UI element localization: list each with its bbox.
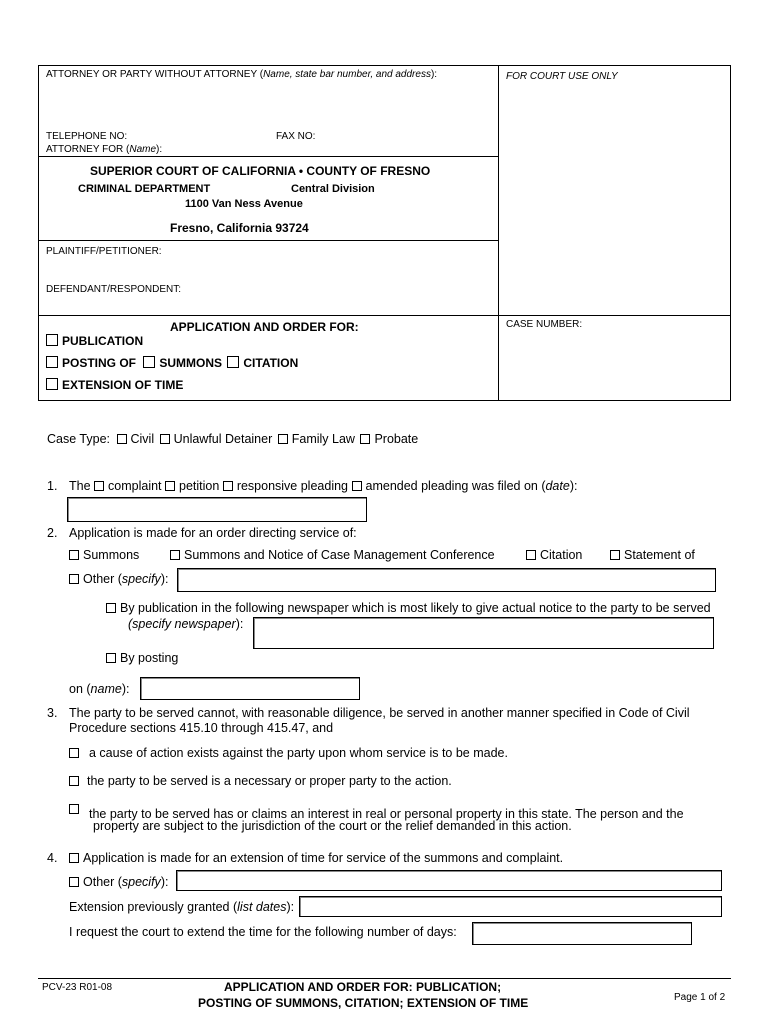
summons-notice-option[interactable]: Summons and Notice of Case Management Conference [170,548,495,562]
extension-option[interactable]: EXTENSION OF TIME [46,378,183,392]
svc-other-checkbox[interactable] [69,574,79,584]
item3-line1: The party to be served cannot, with reasonable diligence, be served in another manner specified in Code of Civil [69,706,690,720]
application-title: APPLICATION AND ORDER FOR: [170,320,359,334]
family-law-checkbox[interactable] [278,434,288,444]
on-name-label: on (name): [69,682,130,696]
court-name: SUPERIOR COURT OF CALIFORNIA • COUNTY OF FRESNO [90,164,431,178]
extension-checkbox[interactable] [46,378,58,390]
summons-option[interactable]: Summons [69,548,139,562]
telephone-label: TELEPHONE NO: [46,131,128,142]
court-use-only: FOR COURT USE ONLY [506,71,618,82]
division: Central Division [291,183,375,195]
item3-option-c-line2: property are subject to the jurisdiction of the court or the relief demanded in this action. [93,819,572,833]
item1-num: 1. [47,479,58,493]
item4-checkbox[interactable] [69,853,79,863]
header-border-left [38,65,39,401]
by-posting-checkbox[interactable] [106,653,116,663]
posting-option[interactable]: POSTING OF SUMMONS CITATION [46,356,298,370]
case-type-label: Case Type: [47,432,111,446]
citation-option[interactable]: Citation [526,548,582,562]
svc-summons-notice-checkbox[interactable] [170,550,180,560]
case-type-row: Case Type: Civil Unlawful Detainer Family Law Probate [47,432,419,446]
footer-rule [38,978,731,979]
unlawful-detainer-checkbox[interactable] [160,434,170,444]
responsive-pleading-checkbox[interactable] [223,481,233,491]
item3-b-checkbox[interactable] [69,776,79,786]
attorney-label: ATTORNEY OR PARTY WITHOUT ATTORNEY (Name, state bar number, and address): [46,69,438,80]
amended-pleading-checkbox[interactable] [352,481,362,491]
footer-title-line2: POSTING OF SUMMONS, CITATION; EXTENSION OF TIME [198,996,529,1010]
fax-label: FAX NO: [276,131,316,142]
item3-c-checkbox[interactable] [69,804,79,814]
posting-name-field[interactable] [140,677,360,700]
svc-summons-checkbox[interactable] [69,550,79,560]
item3-num: 3. [47,706,58,720]
form-number: PCV-23 R01-08 [42,982,113,993]
item3-option-b[interactable]: the party to be served is a necessary or proper party to the action. [69,774,452,788]
header-border-bottom [38,400,731,401]
complaint-checkbox[interactable] [94,481,104,491]
days-field[interactable] [472,922,692,945]
by-publication-option[interactable]: By publication in the following newspaper which is most likely to give actual notice to the party to be served [106,601,711,615]
civil-checkbox[interactable] [117,434,127,444]
petition-checkbox[interactable] [165,481,175,491]
item2-intro: Application is made for an order directing service of: [69,526,357,540]
citation-checkbox[interactable] [227,356,239,368]
other-option[interactable]: Other (specify): [69,572,168,586]
filed-date-field[interactable] [67,497,367,522]
header-divider-1 [38,156,499,157]
svc-citation-checkbox[interactable] [526,550,536,560]
header-divider-3 [38,315,731,316]
page-number: Page 1 of 2 [674,992,726,1003]
item4-other-checkbox[interactable] [69,877,79,887]
item2-num: 2. [47,526,58,540]
newspaper-field[interactable] [253,617,714,649]
previously-granted-label: Extension previously granted (list dates): [69,900,295,914]
specify-newspaper-label: (specify newspaper): [128,617,244,631]
attorney-for-label: ATTORNEY FOR (Name): [46,144,163,155]
publication-option[interactable]: PUBLICATION [46,334,143,348]
item3-option-c[interactable]: the party to be served has or claims an interest in real or personal property in this state. The person and the [69,804,684,821]
defendant-label: DEFENDANT/RESPONDENT: [46,284,182,295]
posting-checkbox[interactable] [46,356,58,368]
item4-num: 4. [47,851,58,865]
plaintiff-label: PLAINTIFF/PETITIONER: [46,246,162,257]
by-posting-option[interactable]: By posting [106,651,178,665]
svc-other-field[interactable] [177,568,716,592]
item4-other-option[interactable]: Other (specify): [69,875,168,889]
header-divider-vertical [498,65,499,401]
probate-checkbox[interactable] [360,434,370,444]
svc-statement-checkbox[interactable] [610,550,620,560]
item3-a-checkbox[interactable] [69,748,79,758]
department: CRIMINAL DEPARTMENT [78,183,211,195]
item1-row: The complaint petition responsive pleading amended pleading was filed on (date): [69,479,578,493]
item4-other-field[interactable] [176,870,722,891]
court-city: Fresno, California 93724 [170,221,309,235]
header-border-right [730,65,731,401]
court-street: 1100 Van Ness Avenue [185,198,303,210]
item3-option-a[interactable]: a cause of action exists against the party upon whom service is to be made. [69,746,508,760]
statement-option[interactable]: Statement of [610,548,695,562]
publication-checkbox[interactable] [46,334,58,346]
item3-line2: Procedure sections 415.10 through 415.47, and [69,721,334,735]
header-border-top [38,65,731,66]
header-divider-2 [38,240,499,241]
by-publication-checkbox[interactable] [106,603,116,613]
case-number-label: CASE NUMBER: [506,319,583,330]
item4-option[interactable]: Application is made for an extension of time for service of the summons and complaint. [69,851,563,865]
previously-granted-field[interactable] [299,896,722,917]
request-days-label: I request the court to extend the time for the following number of days: [69,925,457,939]
footer-title-line1: APPLICATION AND ORDER FOR: PUBLICATION; [224,980,502,994]
summons-checkbox[interactable] [143,356,155,368]
